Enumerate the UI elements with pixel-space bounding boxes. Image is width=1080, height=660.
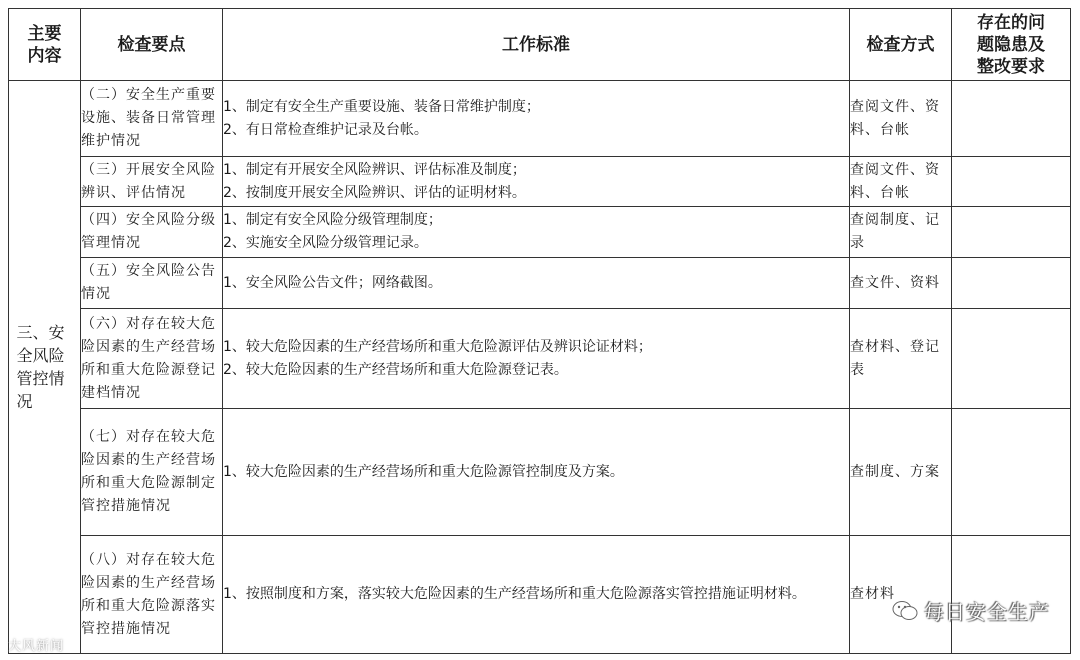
header-main-content: 主要 内容	[9, 9, 81, 81]
row-method: 查制度、方案	[850, 409, 952, 536]
row-issues	[952, 157, 1071, 207]
table-row	[9, 409, 1071, 536]
row-standard: 1、较大危险因素的生产经营场所和重大危险源管控制度及方案。	[223, 409, 850, 536]
watermark-text: 每日安全生产	[924, 600, 1050, 624]
row-check-point: （三）开展安全风险辨识、评估情况	[81, 157, 223, 207]
row-standard: 1、安全风险公告文件；网络截图。	[223, 258, 850, 309]
row-issues	[952, 207, 1071, 258]
row-check-point: （二）安全生产重要设施、装备日常管理维护情况	[81, 81, 223, 157]
table-row	[9, 309, 1071, 409]
table-row	[9, 536, 1071, 654]
section-cell: 三、安全风险管控情况	[9, 81, 81, 654]
table-row	[9, 207, 1071, 258]
header-row	[9, 9, 1071, 81]
inspection-table	[8, 8, 1071, 654]
watermark-secondary: 大风新闻	[8, 639, 65, 654]
row-check-point: （六）对存在较大危险因素的生产经营场所和重大危险源登记建档情况	[81, 309, 223, 409]
row-check-point: （七）对存在较大危险因素的生产经营场所和重大危险源制定管控措施情况	[81, 409, 223, 536]
table-row	[9, 157, 1071, 207]
header-work-standard: 工作标准	[223, 9, 850, 81]
header-issues: 存在的问 题隐患及 整改要求	[952, 9, 1071, 81]
table-row	[9, 81, 1071, 157]
watermark	[892, 596, 1050, 625]
row-check-point: （八）对存在较大危险因素的生产经营场所和重大危险源落实管控措施情况	[81, 536, 223, 654]
row-check-point: （五）安全风险公告情况	[81, 258, 223, 309]
row-issues	[952, 536, 1071, 654]
row-issues	[952, 309, 1071, 409]
row-standard: 1、制定有安全风险分级管理制度； 2、实施安全风险分级管理记录。	[223, 207, 850, 258]
row-standard: 1、较大危险因素的生产经营场所和重大危险源评估及辨识论证材料； 2、较大危险因素的生产经营场所和重大危险源登记表。	[223, 309, 850, 409]
header-check-points: 检查要点	[81, 9, 223, 81]
row-method: 查材料	[850, 536, 952, 654]
table-row	[9, 258, 1071, 309]
row-method: 查文件、资料	[850, 258, 952, 309]
header-check-method: 检查方式	[850, 9, 952, 81]
row-issues	[952, 258, 1071, 309]
row-standard: 1、制定有安全生产重要设施、装备日常维护制度； 2、有日常检查维护记录及台帐。	[223, 81, 850, 157]
row-method: 查阅文件、资料、台帐	[850, 81, 952, 157]
row-method: 查材料、登记表	[850, 309, 952, 409]
row-standard: 1、按照制度和方案，落实较大危险因素的生产经营场所和重大危险源落实管控措施证明材料。	[223, 536, 850, 654]
row-method: 查阅文件、资料、台帐	[850, 157, 952, 207]
wechat-icon	[892, 600, 918, 622]
row-issues	[952, 409, 1071, 536]
row-standard: 1、制定有开展安全风险辨识、评估标准及制度； 2、按制度开展安全风险辨识、评估的证明材料。	[223, 157, 850, 207]
row-issues	[952, 81, 1071, 157]
row-check-point: （四）安全风险分级管理情况	[81, 207, 223, 258]
row-method: 查阅制度、记录	[850, 207, 952, 258]
